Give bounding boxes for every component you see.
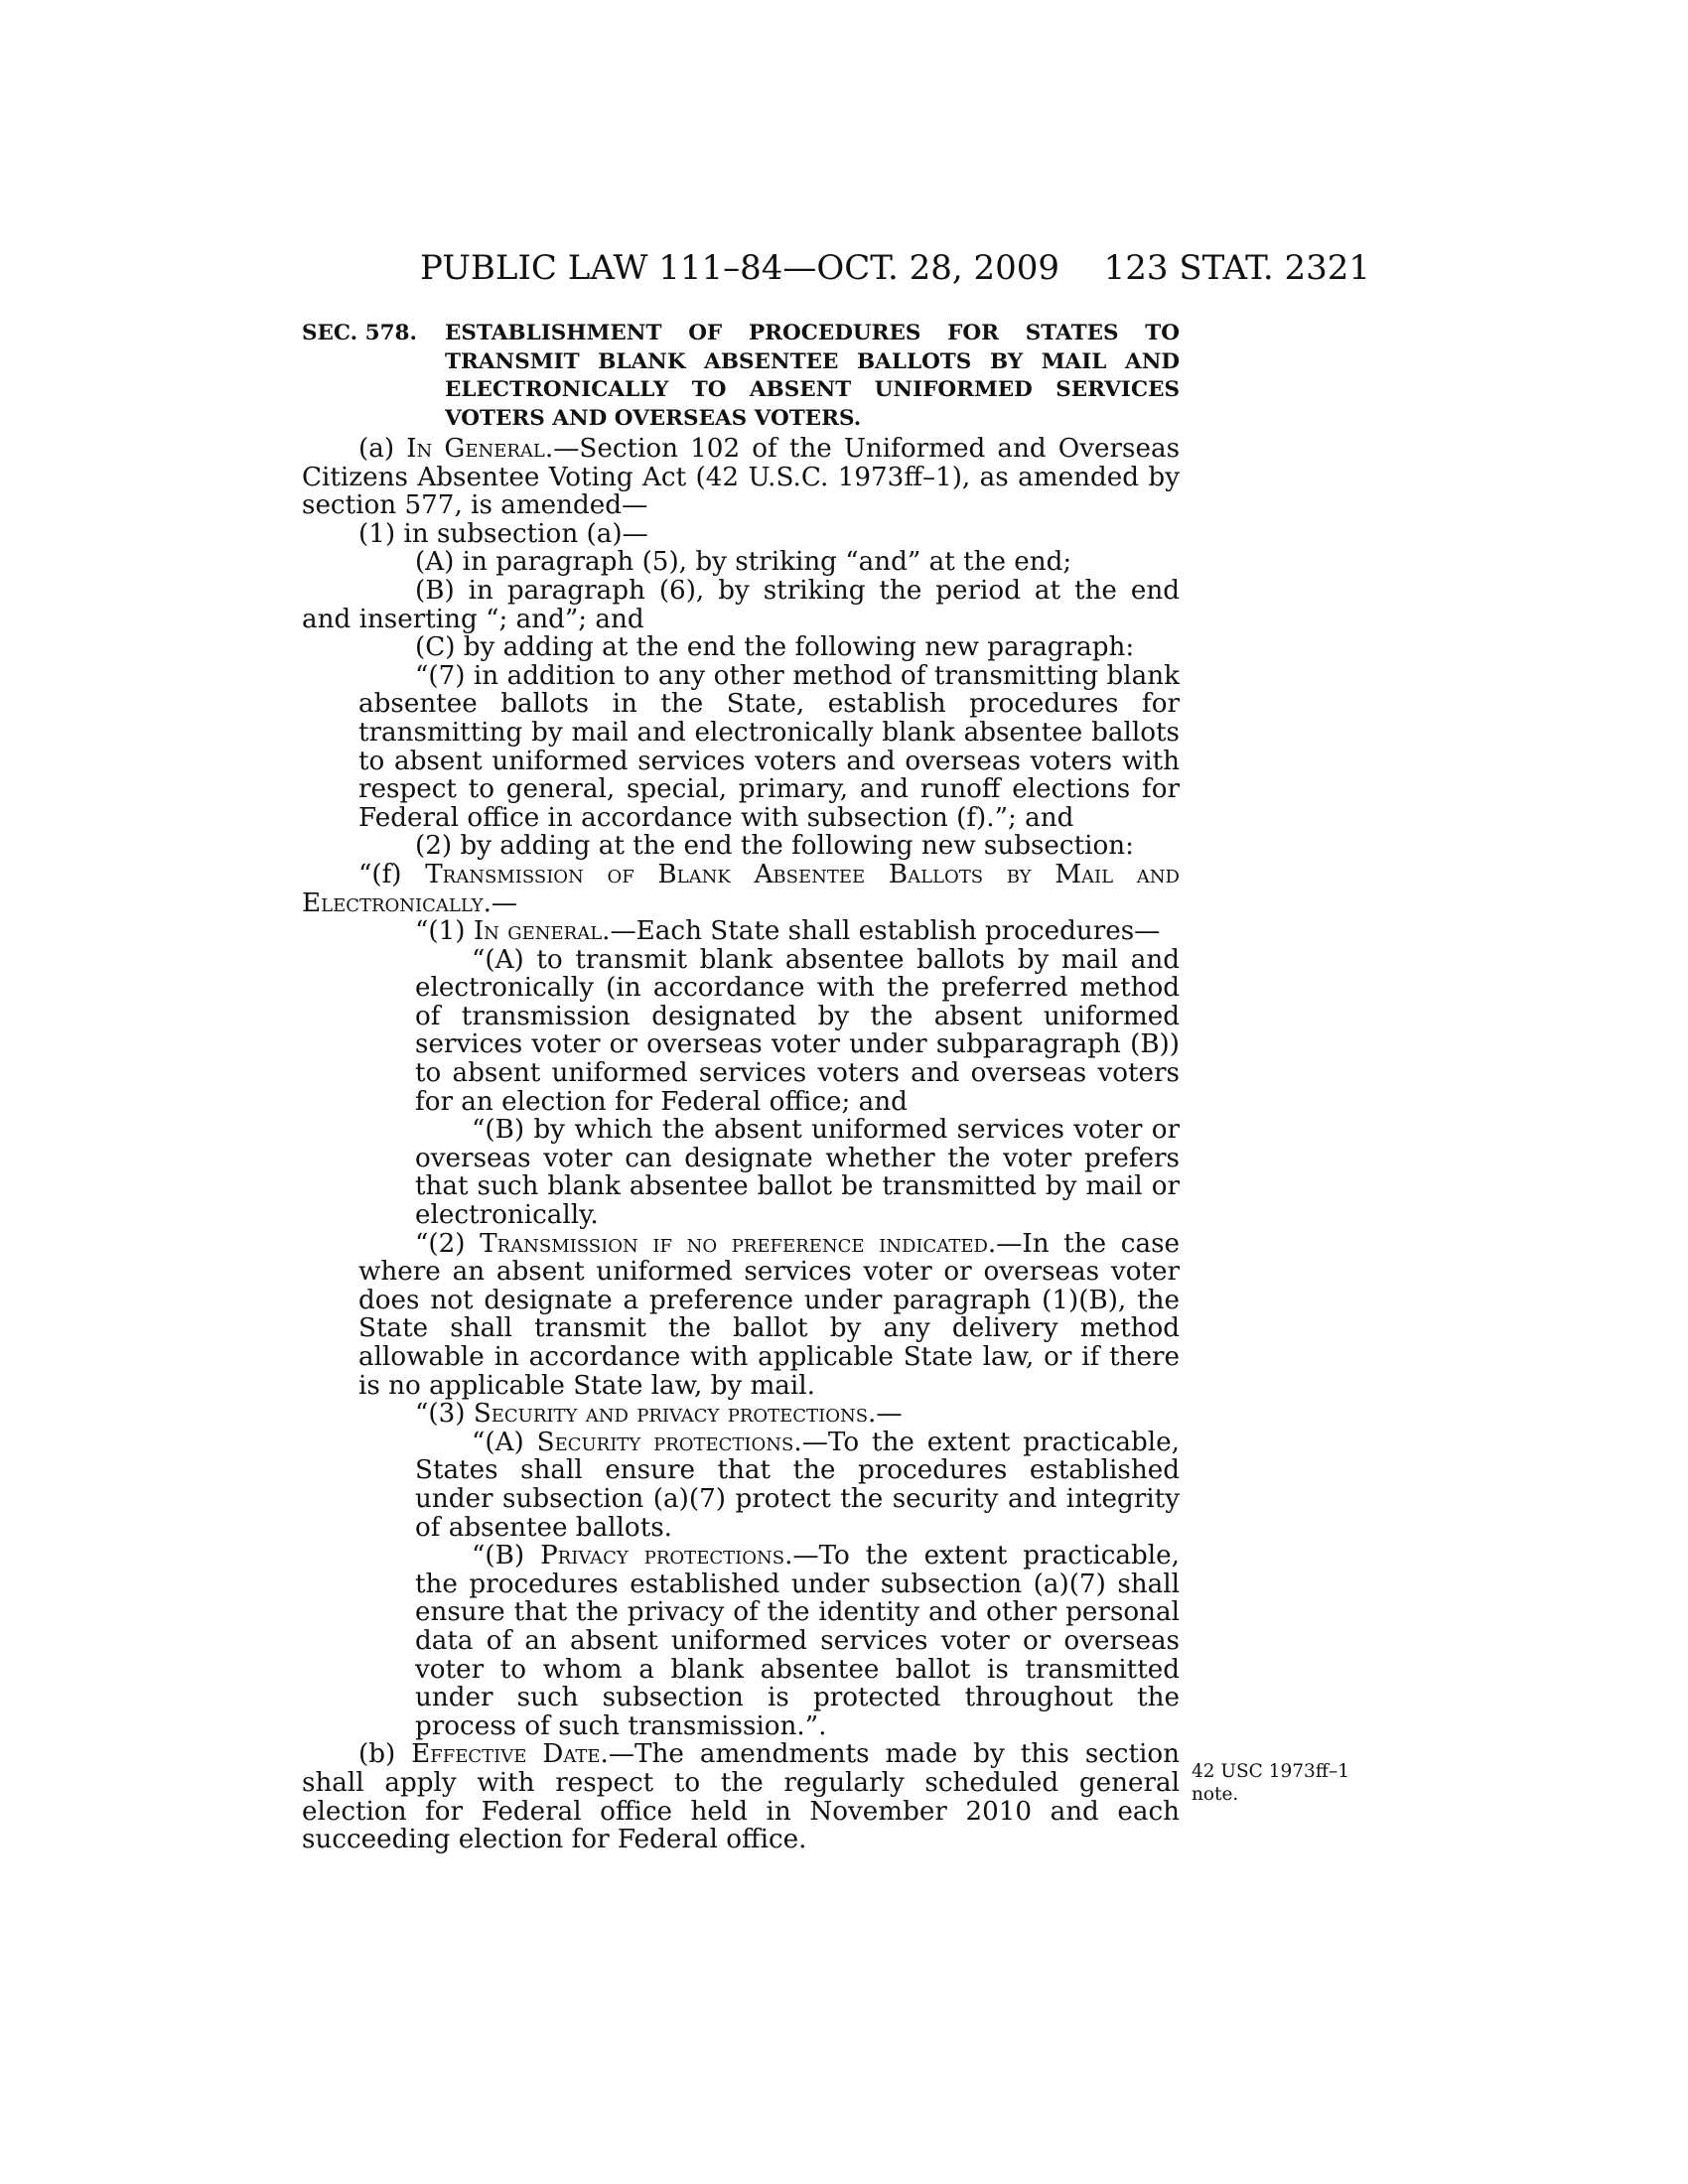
heading-f1: In general bbox=[473, 916, 603, 947]
text-f3A: .—To the extent practicable, States shall ensure that the procedures established under subsection (a)(7) protect the security and integrity of absentee ballots. bbox=[415, 1427, 1180, 1543]
label-f: “(f) bbox=[358, 859, 426, 889]
label-f1: “(1) bbox=[415, 916, 474, 947]
paragraph-f2 bbox=[302, 1230, 1180, 1401]
paragraph-a bbox=[302, 435, 1180, 520]
section-heading bbox=[302, 320, 1180, 433]
paragraph-a1B: (B) in paragraph (6), by striking the period at the end and inserting “; and”; and bbox=[302, 575, 1180, 634]
label-a: (a) bbox=[358, 434, 407, 464]
section-number: SEC. 578. bbox=[302, 321, 417, 345]
label-f2: “(2) bbox=[415, 1228, 481, 1259]
paragraph-f3 bbox=[302, 1400, 1180, 1429]
dash-f3: .— bbox=[868, 1399, 903, 1430]
label-f3B: “(B) bbox=[472, 1541, 541, 1571]
heading-f2: Transmission if no preference indicated bbox=[480, 1228, 988, 1259]
paragraph-a1A: (A) in paragraph (5), by striking “and” at the end; bbox=[415, 547, 1072, 578]
heading-f3A: Security protections bbox=[536, 1427, 794, 1457]
paragraph-f3A bbox=[302, 1429, 1180, 1542]
margin-note-citation: 42 USC 1973ff–1 bbox=[1192, 1761, 1349, 1782]
label-f3: “(3) bbox=[415, 1399, 474, 1430]
heading-f3B: Privacy protections bbox=[540, 1541, 785, 1571]
stat-page-number: 123 STAT. 2321 bbox=[1103, 248, 1370, 288]
section-title: ESTABLISHMENT OF PROCEDURES FOR STATES TO TRANSMIT BLANK ABSENTEE BALLOTS BY MAIL AND ELECTRONICALLY TO ABSENT UNIFORMED SERVICES VOTERS AND OVERSEAS VOTERS. bbox=[445, 321, 1180, 431]
paragraph-a2: (2) by adding at the end the following new subsection: bbox=[415, 831, 1134, 862]
heading-f3: Security and privacy protections bbox=[473, 1399, 869, 1430]
heading-b: Effective Date bbox=[411, 1739, 601, 1770]
label-b: (b) bbox=[358, 1739, 412, 1770]
heading-a: In General bbox=[406, 434, 545, 464]
paragraph-f1 bbox=[302, 917, 1180, 946]
margin-note bbox=[1192, 1760, 1390, 1806]
label-f3A: “(A) bbox=[472, 1427, 537, 1457]
text-f1: .—Each State shall establish procedures— bbox=[602, 916, 1161, 947]
text-b: .—The amendments made by this section shall apply with respect to the regularly scheduled general election for Federal office held in November 2010 and each succeeding election for Federal office. bbox=[302, 1739, 1180, 1855]
paragraph-f1A: “(A) to transmit blank absentee ballots by mail and electronically (in accordance with the preferred method of transmission designated by the absent uniformed services voter or overseas voter under subparagraph (B)) to absent uniformed services voters and overseas voters for an election for Federal office; and bbox=[415, 944, 1180, 1117]
margin-note-label: note. bbox=[1192, 1784, 1239, 1805]
paragraph-f1B: “(B) by which the absent uniformed services voter or overseas voter can designate whether the voter prefers that such blank absentee ballot be transmitted by mail or electronically. bbox=[415, 1115, 1180, 1231]
paragraph-a1: (1) in subsection (a)— bbox=[358, 518, 648, 549]
paragraph-b bbox=[302, 1740, 1180, 1853]
text-f2: .—In the case where an absent uniformed services voter or overseas voter does not designate a preference under paragraph (1)(B), the State shall transmit the ballot by any delivery method allowable in accordance with applicable State law, or if there is no applicable State law, by mail. bbox=[358, 1228, 1181, 1401]
quoted-paragraph-7: “(7) in addition to any other method of transmitting blank absentee ballots in the State, establish procedures for transmitting by mail and electronically blank absentee ballots to absent uniformed services voters and overseas voters with respect to general, special, primary, and runoff elections for Federal office in accordance with subsection (f).”; and bbox=[358, 660, 1180, 833]
text-a: .—Section 102 of the Uniformed and Overseas Citizens Absentee Voting Act (42 U.S.C. 1973ff–1), as amended by section 577, is amended— bbox=[302, 434, 1181, 521]
heading-f: Transmission of Blank Absentee Ballots by Mail and Electronically bbox=[302, 859, 1180, 918]
dash-f: .— bbox=[483, 887, 518, 918]
running-header-title: PUBLIC LAW 111–84—OCT. 28, 2009 bbox=[420, 248, 1060, 288]
text-f3B: .—To the extent practicable, the procedures established under subsection (a)(7) shall ensure that the privacy of the identity and other personal data of an absent uniformed services voter or overseas voter to whom a blank absentee ballot is transmitted under such subsection is protected throughout the process of such transmission.”. bbox=[415, 1541, 1180, 1741]
document-body bbox=[302, 435, 1180, 1854]
paragraph-a1C: (C) by adding at the end the following new paragraph: bbox=[415, 632, 1135, 663]
paragraph-f3B bbox=[302, 1542, 1180, 1740]
subsection-f-heading bbox=[302, 861, 1180, 917]
